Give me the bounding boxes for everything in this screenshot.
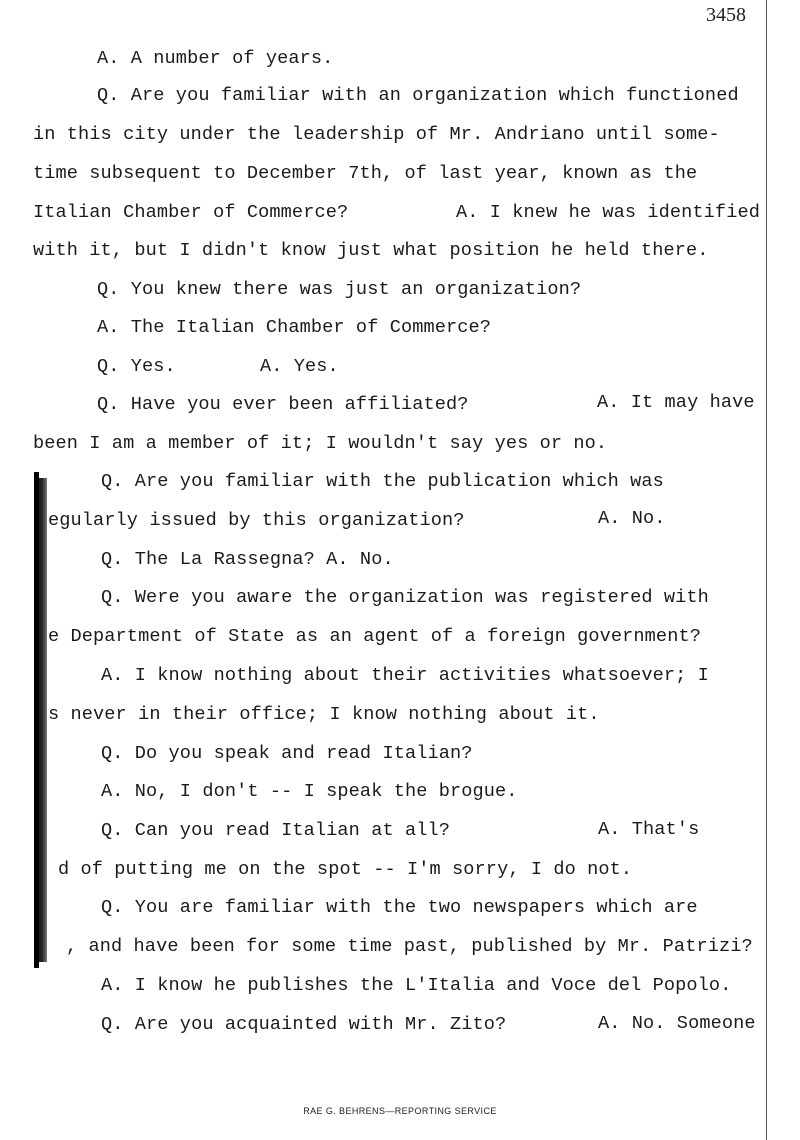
transcript-line: Q. Have you ever been affiliated? [97,394,469,415]
transcript-line: A. I knew he was identified [456,202,760,223]
transcript-line: Q. You knew there was just an organization? [97,279,582,300]
reporting-service-footer: RAE G. BEHRENS—REPORTING SERVICE [303,1106,497,1116]
transcript-line: Italian Chamber of Commerce? [33,202,349,223]
transcript-line: e Department of State as an agent of a foreign government? [48,626,701,647]
transcript-line: , and have been for some time past, published by Mr. Patrizi? [66,936,753,957]
transcript-line: A. I know nothing about their activities whatsoever; I [101,665,709,686]
transcript-line: A. I know he publishes the L'Italia and Voce del Popolo. [101,975,732,996]
transcript-line: A. No, I don't -- I speak the brogue. [101,781,518,802]
transcript-line: with it, but I didn't know just what position he held there. [33,240,709,261]
transcript-line: A. It may have [597,392,755,413]
transcript-line: A. The Italian Chamber of Commerce? [97,317,492,338]
transcript-line: time subsequent to December 7th, of last year, known as the [33,163,698,184]
transcript-line: d of putting me on the spot -- I'm sorry, I do not. [58,859,633,880]
page-edge-rule [766,0,767,1140]
transcript-line: A. Yes. [260,356,339,377]
transcript-line: A. No. [598,508,666,529]
transcript-line: egularly issued by this organization? [48,510,465,531]
transcript-line: Q. Do you speak and read Italian? [101,743,473,764]
transcript-line: Q. The La Rassegna? A. No. [101,549,394,570]
transcript-line: Q. Are you acquainted with Mr. Zito? [101,1014,507,1035]
transcript-line: Q. You are familiar with the two newspapers which are [101,897,698,918]
page-number: 3458 [706,4,746,26]
transcript-line: Q. Yes. [97,356,176,377]
transcript-line: been I am a member of it; I wouldn't say yes or no. [33,433,608,454]
transcript-line: s never in their office; I know nothing about it. [48,704,600,725]
transcript-line: in this city under the leadership of Mr. Andriano until some- [33,124,720,145]
binding-shadow [34,478,47,962]
transcript-line: A. A number of years. [97,48,334,69]
transcript-line: Q. Are you familiar with an organization which functioned [97,85,739,106]
transcript-line: Q. Can you read Italian at all? [101,820,450,841]
transcript-line: Q. Are you familiar with the publication which was [101,471,664,492]
transcript-line: A. No. Someone [598,1013,756,1034]
transcript-line: Q. Were you aware the organization was registered with [101,587,709,608]
transcript-line: A. That's [598,819,700,840]
